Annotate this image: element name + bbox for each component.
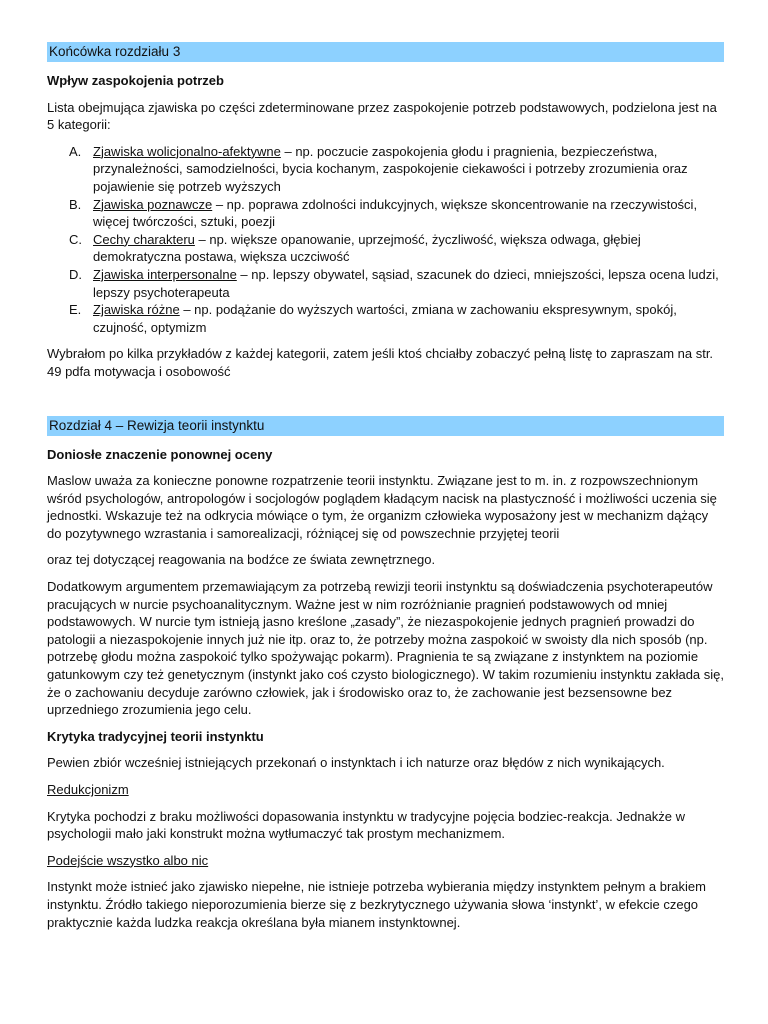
list-item [47,301,724,336]
list-marker: C. [69,231,82,247]
list-text: – np. lepszy obywatel, sąsiad, szacunek do dzieci, mniejszości, lepsza ocena ludzi, lepszy psychoterapeuta [93,266,719,300]
subheading-critique: Krytyka tradycyjnej teorii instynktu [47,728,264,744]
list-term: Zjawiska interpersonalne [93,266,237,282]
paragraph-reductionism: Krytyka pochodzi z braku możliwości dopasowania instynktu w tradycyjne pojęcia bodziec-reakcja. Jednakże w psychologii mało jaki konstrukt można wytłumaczyć tak prostym mechanizmem. [47,808,686,842]
list-marker: A. [69,143,82,159]
list-text: – np. większe opanowanie, uprzejmość, życzliwość, większa odwaga, głębiej demokratyczna postawa, większa uczciwość [93,231,641,265]
paragraph-list-outro: Wybrałom po kilka przykładów z każdej kategorii, zatem jeśli ktoś chciałby zobaczyć pełną listę to zapraszam na str. 49 pdfa motywacja i osobowość [47,346,714,379]
paragraph-stimuli: oraz tej dotyczącej reagowania na bodźce ze świata zewnętrznego. [47,552,436,568]
list-text: – np. poczucie zaspokojenia głodu i pragnienia, bezpieczeństwa, przynależności, samodzielności, bycia kochanym, zaspokojenie ciekawości i potrzeby zrozumienia oraz pojawienie się potrzeb wyższych [93,143,688,194]
subheading-reductionism: Redukcjonizm [47,782,129,797]
list-term: Zjawiska wolicjonalno-afektywne [93,143,281,159]
paragraph-critique-intro: Pewien zbiór wcześniej istniejących przekonań o instynktach i ich naturze oraz błędów z nich wynikających. [47,755,665,771]
section-header-chapter-3-end: Końcówka rozdziału 3 [47,42,724,62]
subheading-needs-satisfaction: Wpływ zaspokojenia potrzeb [47,73,224,88]
list-text: – np. podążanie do wyższych wartości, zmiana w zachowaniu ekspresywnym, spokój, czujność, optymizm [93,302,677,335]
paragraph-list-intro: Lista obejmująca zjawiska po części zdeterminowane przez zaspokojenie potrzeb podstawowych, podzielona jest na 5 kategorii: [47,99,717,133]
subheading-all-or-nothing: Podejście wszystko albo nic [47,852,209,868]
paragraph-psychotherapists: Dodatkowym argumentem przemawiającym za potrzebą rewizji teorii instynktu są doświadczenia psychoterapeutów pracujących w nurcie psychoanalitycznym. Ważne jest w nim rozróżnianie pragnień podstawowych od mniej podstawowych. W nurcie tym istnieją jasno kreślone „zasady”, że niezaspokojenie jednych pragnień prowadzi do patologii a niezaspokojenie innych już nie itp. oraz to, że potrzeby można zaspokoić w swoisty dla nich sposób (np. potrzebę głodu można zaspokoić tylko spożywając pokarm). Pragnienia te są związane z instynktem na poziomie gatunkowym czy też genetycznym (instynkt jako coś czysto biologicznego). W takim rozumieniu instynktu zakłada się, że o zachowaniu decyduje zarówno człowiek, jak i środowisko oraz to, że zachowanie jest bezsensowne bez uprzedniego zrozumienia jego celu. [47,579,724,718]
list-marker: D. [69,266,82,282]
subheading-reassessment: Doniosłe znaczenie ponownej oceny [47,446,273,462]
list-item [47,231,724,266]
paragraph-maslow-reassessment: Maslow uważa za konieczne ponowne rozpatrzenie teorii instynktu. Związane jest to m. in. z rozpowszechnionym wśród psychologów, antropologów i socjologów poglądem kładącym nacisk na plastyczność i możliwości uczenia się jednostki. Wskazuje też na odkrycia mówiące o tym, że organizm człowieka wyposażony jest w mechanizm dążący do pozytywnego wzrastania i samorealizacji, różniącej się od powszechnie przyjętej teorii [47,473,717,541]
section-spacer [47,390,724,416]
list-term: Cechy charakteru [93,231,195,247]
list-item [47,266,724,301]
list-term: Zjawiska różne [93,302,180,318]
list-text: – np. poprawa zdolności indukcyjnych, większe skoncentrowanie na rzeczywistości, więcej twórczości, sztuki, poezji [93,196,698,230]
list-marker: B. [69,196,82,212]
list-term: Zjawiska poznawcze [93,196,213,212]
list-marker: E. [69,302,82,318]
list-item [47,196,724,231]
section-header-chapter-4: Rozdział 4 – Rewizja teorii instynktu [47,416,724,436]
category-list [47,143,724,337]
list-item [47,143,724,196]
paragraph-all-or-nothing: Instynkt może istnieć jako zjawisko niepełne, nie istnieje potrzeba wybierania między instynktem pełnym a brakiem instynktu. Źródło takiego nieporozumienia bierze się z bezkrytycznego używania słowa ‘instynkt’, w efekcie czego praktycznie każda ludzka reakcja określana była mianem instynktownej. [47,879,706,930]
